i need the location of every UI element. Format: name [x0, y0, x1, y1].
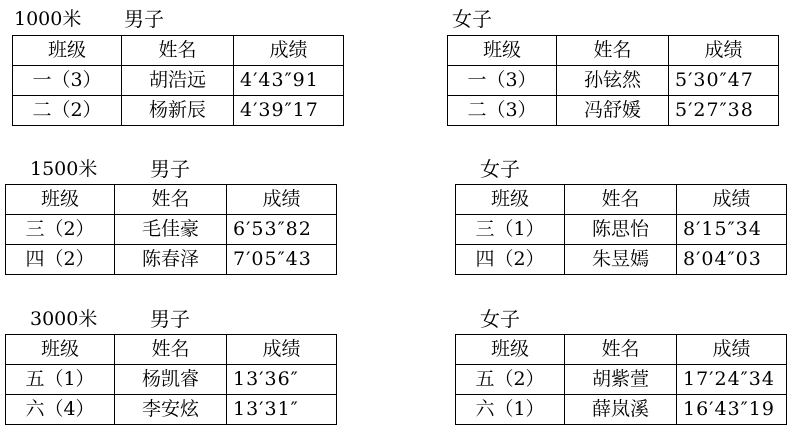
- results-table-3000m-boys: [5, 334, 337, 425]
- table-header-row: [6, 335, 337, 365]
- header-score: 成绩: [677, 185, 787, 215]
- class-cell: 三（1）: [456, 215, 565, 245]
- class-cell: 二（2）: [13, 96, 122, 126]
- class-cell: 六（4）: [6, 395, 115, 425]
- name-cell: 杨凯睿: [115, 365, 227, 395]
- girls-label-1000m: 女子: [452, 7, 492, 31]
- table-row: [456, 245, 787, 275]
- header-name: 姓名: [115, 185, 227, 215]
- score-cell: 17′24″34: [677, 365, 787, 395]
- class-cell: 一（3）: [448, 66, 557, 96]
- score-cell: 6′53″82: [227, 215, 337, 245]
- name-cell: 李安炫: [115, 395, 227, 425]
- table-row: [448, 66, 779, 96]
- table-row: [13, 66, 344, 96]
- results-table-1500m-girls: [455, 184, 787, 275]
- table-row: [6, 245, 337, 275]
- table-row: [456, 365, 787, 395]
- boys-label-3000m: 男子: [150, 307, 190, 331]
- score-cell: 4′39″17: [234, 96, 344, 126]
- header-class: 班级: [456, 185, 565, 215]
- results-table-1000m-girls: [447, 35, 779, 126]
- header-class: 班级: [448, 36, 557, 66]
- name-cell: 杨新辰: [122, 96, 234, 126]
- score-cell: 7′05″43: [227, 245, 337, 275]
- header-score: 成绩: [669, 36, 779, 66]
- header-class: 班级: [456, 335, 565, 365]
- class-cell: 四（2）: [456, 245, 565, 275]
- header-score: 成绩: [234, 36, 344, 66]
- table-row: [456, 215, 787, 245]
- class-cell: 六（1）: [456, 395, 565, 425]
- results-table-3000m-girls: [455, 334, 787, 425]
- event-label-1500m: 1500米: [30, 158, 98, 180]
- event-label-3000m: 3000米: [30, 308, 98, 330]
- girls-label-3000m: 女子: [480, 307, 520, 331]
- table-row: [6, 365, 337, 395]
- results-table-1500m-boys: [5, 184, 337, 275]
- header-class: 班级: [6, 185, 115, 215]
- table-header-row: [448, 36, 779, 66]
- header-name: 姓名: [565, 185, 677, 215]
- class-cell: 二（3）: [448, 96, 557, 126]
- class-cell: 三（2）: [6, 215, 115, 245]
- class-cell: 一（3）: [13, 66, 122, 96]
- class-cell: 四（2）: [6, 245, 115, 275]
- score-cell: 16′43″19: [677, 395, 787, 425]
- score-cell: 4′43″91: [234, 66, 344, 96]
- score-cell: 13′31″: [227, 395, 337, 425]
- name-cell: 陈思怡: [565, 215, 677, 245]
- header-class: 班级: [6, 335, 115, 365]
- header-score: 成绩: [227, 185, 337, 215]
- table-header-row: [456, 185, 787, 215]
- name-cell: 孙铉然: [557, 66, 669, 96]
- score-cell: 13′36″: [227, 365, 337, 395]
- results-table-1000m-boys: [12, 35, 344, 126]
- name-cell: 毛佳豪: [115, 215, 227, 245]
- table-header-row: [13, 36, 344, 66]
- name-cell: 胡浩远: [122, 66, 234, 96]
- header-name: 姓名: [115, 335, 227, 365]
- event-label-1000m: 1000米: [14, 8, 82, 30]
- header-name: 姓名: [565, 335, 677, 365]
- name-cell: 薛岚溪: [565, 395, 677, 425]
- header-name: 姓名: [557, 36, 669, 66]
- score-cell: 8′04″03: [677, 245, 787, 275]
- class-cell: 五（1）: [6, 365, 115, 395]
- score-cell: 5′30″47: [669, 66, 779, 96]
- boys-label-1000m: 男子: [124, 7, 164, 31]
- table-header-row: [6, 185, 337, 215]
- header-score: 成绩: [227, 335, 337, 365]
- name-cell: 朱昱嫣: [565, 245, 677, 275]
- name-cell: 陈春泽: [115, 245, 227, 275]
- name-cell: 冯舒媛: [557, 96, 669, 126]
- class-cell: 五（2）: [456, 365, 565, 395]
- table-row: [448, 96, 779, 126]
- table-row: [6, 215, 337, 245]
- table-header-row: [456, 335, 787, 365]
- score-cell: 8′15″34: [677, 215, 787, 245]
- score-cell: 5′27″38: [669, 96, 779, 126]
- table-row: [6, 395, 337, 425]
- girls-label-1500m: 女子: [480, 157, 520, 181]
- boys-label-1500m: 男子: [150, 157, 190, 181]
- header-name: 姓名: [122, 36, 234, 66]
- table-row: [456, 395, 787, 425]
- name-cell: 胡紫萱: [565, 365, 677, 395]
- header-score: 成绩: [677, 335, 787, 365]
- table-row: [13, 96, 344, 126]
- header-class: 班级: [13, 36, 122, 66]
